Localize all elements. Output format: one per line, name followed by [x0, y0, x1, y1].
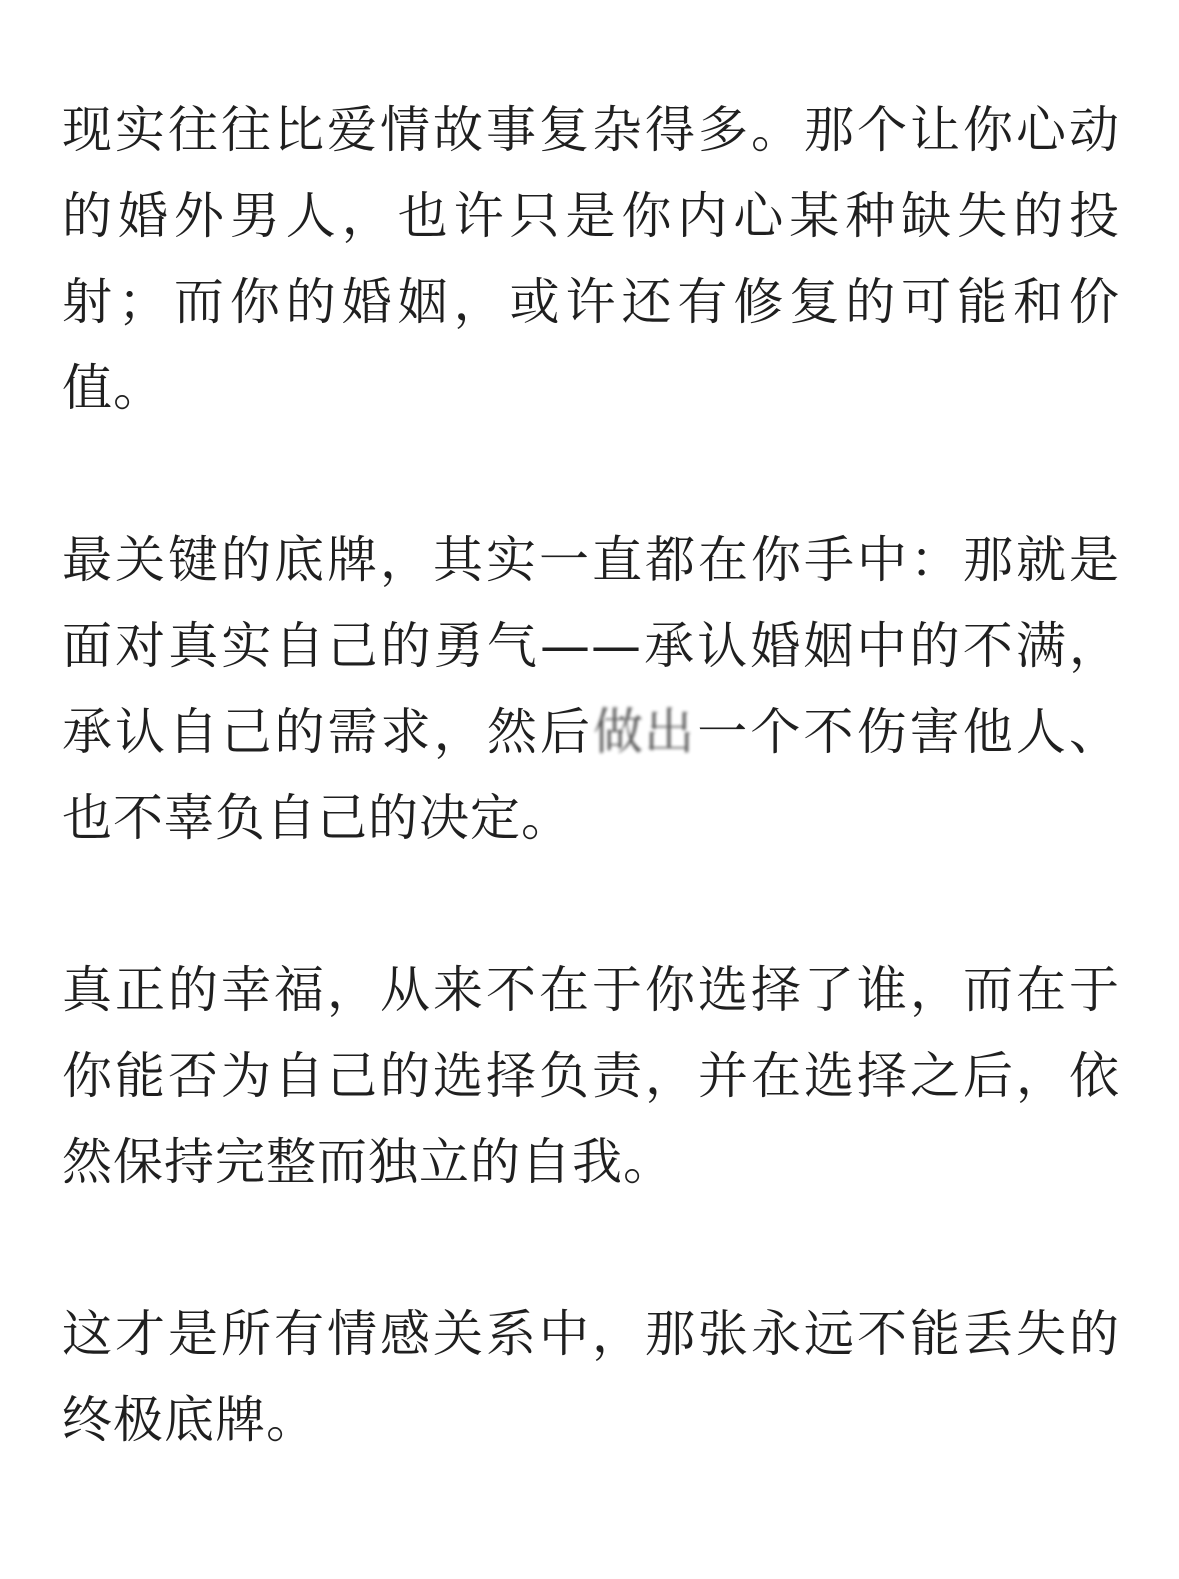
article-body: [62, 87, 1120, 1463]
paragraph-key-card-start: 最关键的底牌，其实一直都在你手中：那就是面对真实自己的勇气——承认婚姻中的不满，承认自己的需求，然后: [62, 531, 1120, 761]
paragraph-key-card-end: 一个不伤害他人、也不辜负自己的决定。: [62, 703, 1121, 847]
paragraph-reality: 现实往往比爱情故事复杂得多。那个让你心动的婚外男人，也许只是你内心某种缺失的投射；而你的婚姻，或许还有修复的可能和价值。: [62, 101, 1120, 417]
obscured-text: 做出: [593, 703, 696, 761]
paragraph-conclusion: 这才是所有情感关系中，那张永远不能丢失的终极底牌。: [62, 1305, 1120, 1449]
paragraph-happiness: 真正的幸福，从来不在于你选择了谁，而在于你能否为自己的选择负责，并在选择之后，依然保持完整而独立的自我。: [62, 961, 1120, 1191]
paragraph-key-card: [62, 517, 1120, 861]
